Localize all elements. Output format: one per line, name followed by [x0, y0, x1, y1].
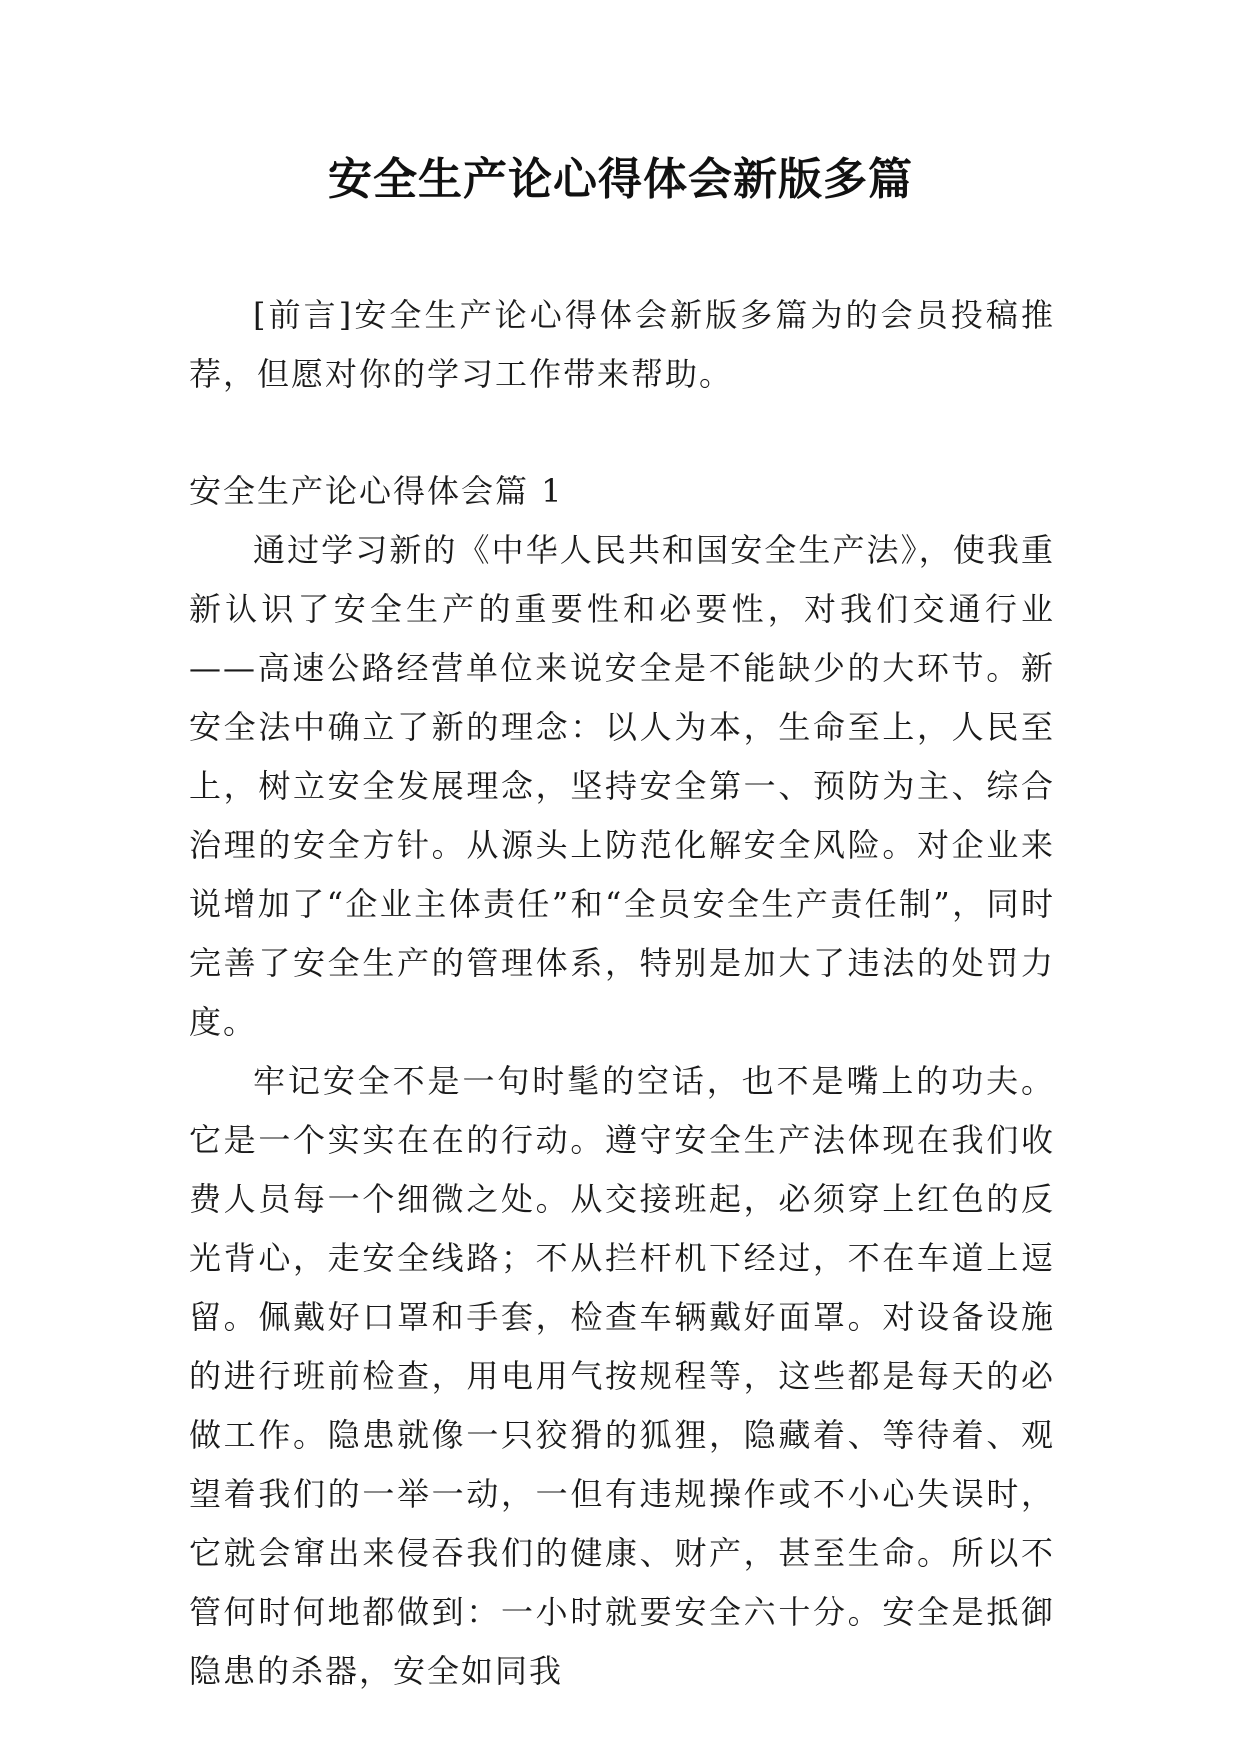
section-body — [189, 521, 1055, 1701]
document-title: 安全生产论心得体会新版多篇 — [328, 154, 913, 205]
body-paragraph: 牢记安全不是一句时髦的空话，也不是嘴上的功夫。它是一个实实在在的行动。遵守安全生产法体现在我们收费人员每一个细微之处。从交接班起，必须穿上红色的反光背心，走安全线路；不从拦杆机下经过，不在车道上逗留。佩戴好口罩和手套，检查车辆戴好面罩。对设备设施的进行班前检查，用电用气按规程等，这些都是每天的必做工作。隐患就像一只狡猾的狐狸，隐藏着、等待着、观望着我们的一举一动，一但有违规操作或不小心失误时，它就会窜出来侵吞我们的健康、财产，甚至生命。所以不管何时何地都做到：一小时就要安全六十分。安全是抵御隐患的杀器，安全如同我 — [189, 1062, 1055, 1690]
preface-paragraph: [前言]安全生产论心得体会新版多篇为的会员投稿推荐，但愿对你的学习工作带来帮助。 — [189, 296, 1055, 393]
body-paragraph: 通过学习新的《中华人民共和国安全生产法》，使我重新认识了安全生产的重要性和必要性，对我们交通行业——高速公路经营单位来说安全是不能缺少的大环节。新安全法中确立了新的理念：以人为本，生命至上，人民至上，树立安全发展理念，坚持安全第一、预防为主、综合治理的安全方针。从源头上防范化解安全风险。对企业来说增加了“企业主体责任”和“全员安全生产责任制”，同时完善了安全生产的管理体系，特别是加大了违法的处罚力度。 — [189, 531, 1055, 1041]
section-heading: 安全生产论心得体会篇 1 — [189, 472, 564, 510]
